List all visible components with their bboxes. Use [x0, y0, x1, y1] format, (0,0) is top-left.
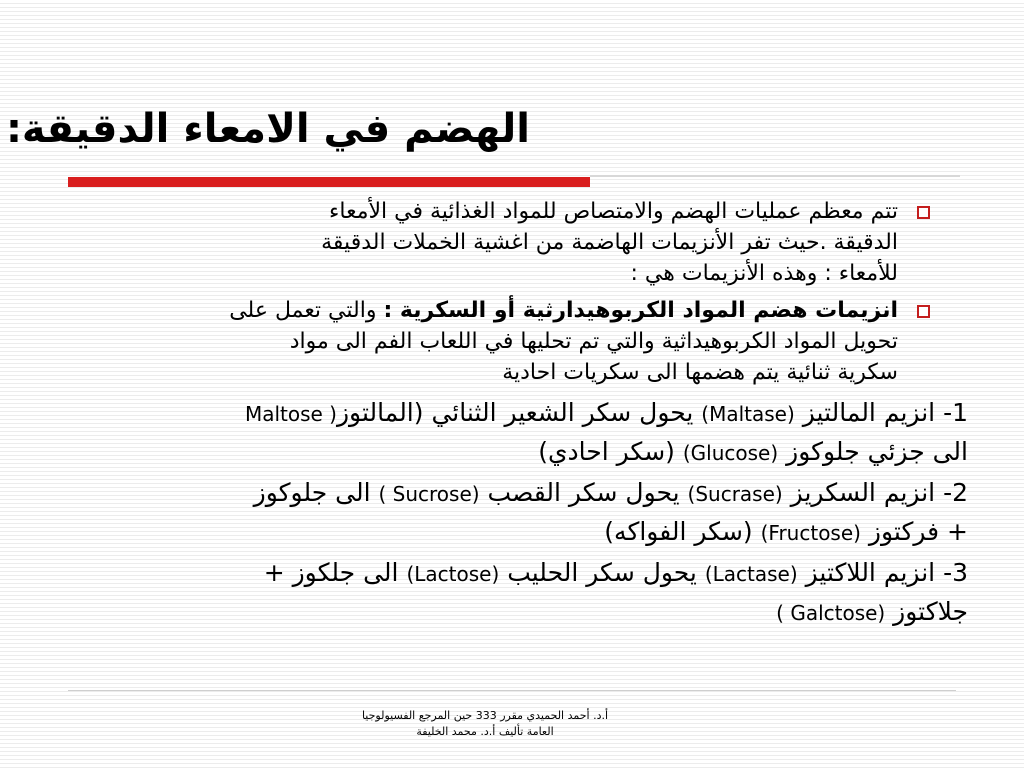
- square-bullet-icon: [917, 206, 930, 219]
- arabic-text: الى جلكوز +: [263, 558, 407, 587]
- footer-line: أ.د. أحمد الحميدي مقرر 333 حين المرجع الفسيولوجيا: [361, 709, 609, 722]
- enzyme-line: [84, 394, 968, 433]
- arabic-text: يحول سكر الشعير الثنائي (المالتوز: [336, 398, 702, 427]
- slide-title: الهضم في الامعاء الدقيقة:: [5, 106, 530, 152]
- latin-term: ( Galctose): [776, 601, 886, 625]
- arabic-text: (سكر الفواكه): [604, 517, 761, 546]
- arabic-text: يحول سكر الحليب: [499, 558, 705, 587]
- enzyme-line: [84, 474, 968, 513]
- bullet-heading-rest: والتي تعمل على: [229, 298, 384, 323]
- latin-term: (Glucose): [682, 441, 779, 465]
- enzyme-item-1: [84, 394, 968, 472]
- arabic-text: يحول سكر القصب: [479, 478, 688, 507]
- latin-term: Maltose ): [244, 402, 337, 426]
- footer-line: العامة تأليف أ.د. محمد الخليفة: [416, 725, 554, 738]
- bullet-item-2: [84, 295, 968, 388]
- bullet-line: للأمعاء : وهذه الأنزيمات هي :: [630, 261, 898, 286]
- enzyme-line: [84, 513, 968, 552]
- latin-term: (Maltase): [701, 402, 795, 426]
- arabic-text: 3- انزيم اللاكتيز: [797, 558, 968, 587]
- bullet-heading: انزيمات هضم المواد الكربوهيدارثية أو السكرية :: [383, 298, 898, 323]
- enzyme-item-3: [84, 554, 968, 632]
- latin-term: ( Sucrose): [378, 482, 480, 506]
- bullet-line: [84, 295, 898, 326]
- arabic-text: (سكر احادي): [538, 437, 683, 466]
- bullet-item-1: [84, 196, 968, 289]
- footer-citation: [300, 708, 670, 740]
- latin-term: (Sucrase): [687, 482, 783, 506]
- title-accent-bar: [68, 177, 590, 187]
- enzyme-line: [84, 593, 968, 632]
- bullet-line: الدقيقة .حيث تفر الأنزيمات الهاضمة من اغشية الخملات الدقيقة: [321, 230, 898, 255]
- enzyme-line: [84, 554, 968, 593]
- bullet-line: تحويل المواد الكربوهيداثية والتي تم تحليها في اللعاب الفم الى مواد: [289, 329, 898, 354]
- bullet-line: تتم معظم عمليات الهضم والامتصاص للمواد الغذائية في الأمعاء: [329, 199, 898, 224]
- latin-term: (Lactose): [406, 562, 500, 586]
- latin-term: (Lactase): [704, 562, 798, 586]
- arabic-text: + فركتوز: [860, 517, 968, 546]
- latin-term: (Fructose): [760, 521, 861, 545]
- enzyme-item-2: [84, 474, 968, 552]
- arabic-text: 1- انزيم المالتيز: [794, 398, 968, 427]
- arabic-text: جلاكتوز: [885, 597, 968, 626]
- title-divider-line: [590, 175, 960, 177]
- bullet-line: سكرية ثنائية يتم هضمها الى سكريات احادية: [502, 360, 898, 385]
- square-bullet-icon: [917, 305, 930, 318]
- enzyme-line: [84, 433, 968, 472]
- arabic-text: الى جلوكوز: [253, 478, 379, 507]
- slide-content: [84, 196, 968, 634]
- arabic-text: 2- انزيم السكريز: [782, 478, 968, 507]
- arabic-text: الى جزئي جلوكوز: [778, 437, 968, 466]
- footer-divider-line: [68, 690, 956, 691]
